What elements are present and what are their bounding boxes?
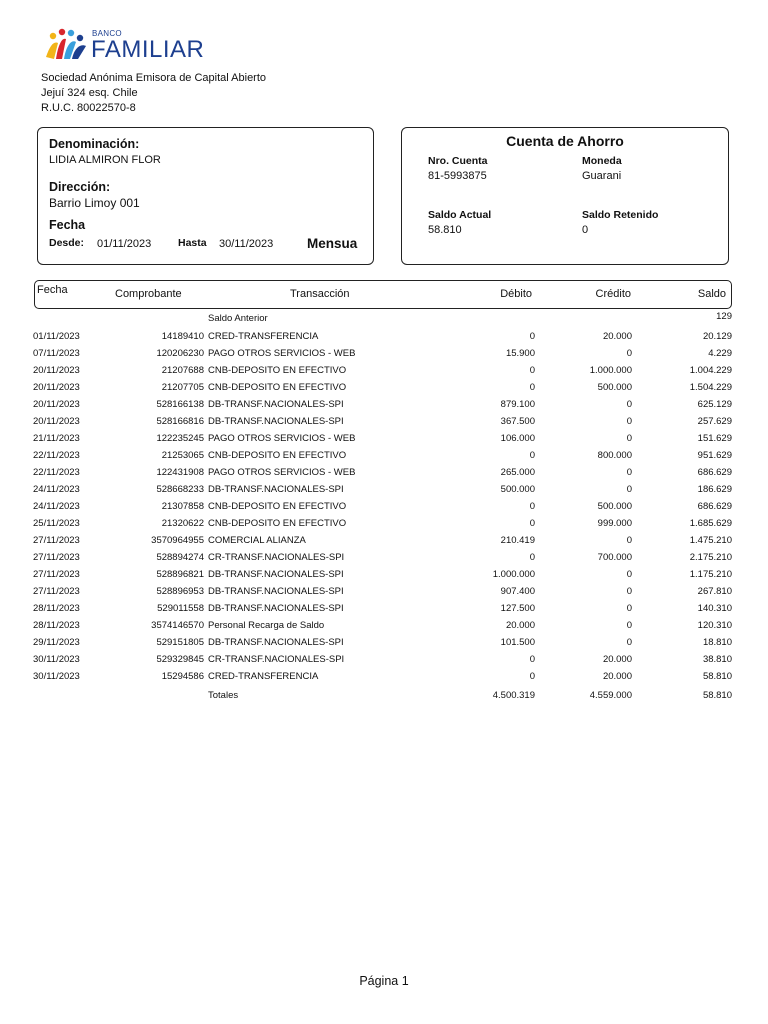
cell-comprobante: 21253065 bbox=[161, 450, 204, 461]
cell-comprobante: 528166138 bbox=[156, 399, 204, 410]
cell-credito: 20.000 bbox=[602, 654, 632, 665]
saldo-anterior-label: Saldo Anterior bbox=[208, 313, 268, 324]
cell-debito: 0 bbox=[529, 382, 535, 393]
cell-credito: 0 bbox=[626, 467, 632, 478]
cell-credito: 800.000 bbox=[597, 450, 632, 461]
cell-debito: 0 bbox=[529, 654, 535, 665]
cell-fecha: 27/11/2023 bbox=[33, 552, 80, 563]
cell-debito: 0 bbox=[529, 518, 535, 529]
cell-transaccion: PAGO OTROS SERVICIOS - WEB bbox=[208, 348, 356, 359]
saldo-anterior-value: 129 bbox=[716, 311, 732, 322]
cell-comprobante: 528166816 bbox=[156, 416, 204, 427]
cell-comprobante: 21320622 bbox=[161, 518, 204, 529]
cell-credito: 999.000 bbox=[597, 518, 632, 529]
cell-credito: 0 bbox=[626, 586, 632, 597]
saldo-retenido-value: 0 bbox=[582, 224, 589, 236]
cell-transaccion: DB-TRANSF.NACIONALES-SPI bbox=[208, 637, 344, 648]
desde-value: 01/11/2023 bbox=[97, 238, 152, 250]
hasta-label: Hasta bbox=[178, 237, 207, 249]
cell-saldo: 58.810 bbox=[702, 671, 732, 682]
header-saldo: Saldo bbox=[697, 288, 726, 300]
cell-debito: 20.000 bbox=[505, 620, 535, 631]
cell-fecha: 27/11/2023 bbox=[33, 586, 80, 597]
cell-saldo: 20.129 bbox=[702, 331, 732, 342]
cell-transaccion: CNB-DEPOSITO EN EFECTIVO bbox=[208, 382, 347, 393]
cell-transaccion: DB-TRANSF.NACIONALES-SPI bbox=[208, 416, 344, 427]
cell-saldo: 18.810 bbox=[702, 637, 732, 648]
header-credito: Crédito bbox=[595, 288, 631, 300]
cell-debito: 101.500 bbox=[500, 637, 535, 648]
header-transaccion: Transacción bbox=[290, 288, 350, 300]
cell-debito: 500.000 bbox=[500, 484, 535, 495]
company-ruc: R.U.C. 80022570-8 bbox=[41, 102, 136, 114]
cell-fecha: 21/11/2023 bbox=[33, 433, 80, 444]
cell-transaccion: CNB-DEPOSITO EN EFECTIVO bbox=[208, 518, 347, 529]
direccion-value: Barrio Limoy 001 bbox=[49, 196, 140, 210]
logo-banco-text: BANCO bbox=[92, 29, 122, 38]
denominacion-label: Denominación: bbox=[49, 137, 140, 151]
totales-credito: 4.559.000 bbox=[589, 690, 632, 701]
cell-debito: 367.500 bbox=[500, 416, 535, 427]
cell-fecha: 24/11/2023 bbox=[33, 501, 80, 512]
cell-transaccion: PAGO OTROS SERVICIOS - WEB bbox=[208, 433, 356, 444]
cell-transaccion: PAGO OTROS SERVICIOS - WEB bbox=[208, 467, 356, 478]
cell-saldo: 625.129 bbox=[697, 399, 732, 410]
cell-fecha: 30/11/2023 bbox=[33, 654, 80, 665]
cell-fecha: 22/11/2023 bbox=[33, 450, 80, 461]
cell-transaccion: DB-TRANSF.NACIONALES-SPI bbox=[208, 586, 344, 597]
cell-comprobante: 122235245 bbox=[156, 433, 204, 444]
cell-debito: 0 bbox=[529, 450, 535, 461]
cell-comprobante: 529151805 bbox=[156, 637, 204, 648]
cell-transaccion: DB-TRANSF.NACIONALES-SPI bbox=[208, 399, 344, 410]
bank-logo bbox=[44, 27, 214, 67]
cell-debito: 0 bbox=[529, 671, 535, 682]
client-info-box bbox=[37, 127, 374, 265]
cell-debito: 127.500 bbox=[500, 603, 535, 614]
cell-credito: 0 bbox=[626, 535, 632, 546]
cell-credito: 0 bbox=[626, 637, 632, 648]
cell-comprobante: 120206230 bbox=[156, 348, 204, 359]
totales-debito: 4.500.319 bbox=[492, 690, 535, 701]
cell-fecha: 07/11/2023 bbox=[33, 348, 80, 359]
cell-comprobante: 528896953 bbox=[156, 586, 204, 597]
cell-debito: 0 bbox=[529, 365, 535, 376]
cell-transaccion: CR-TRANSF.NACIONALES-SPI bbox=[208, 552, 345, 563]
cell-transaccion: CRED-TRANSFERENCIA bbox=[208, 671, 319, 682]
cell-credito: 0 bbox=[626, 620, 632, 631]
family-logo-icon bbox=[44, 27, 90, 63]
cell-fecha: 20/11/2023 bbox=[33, 365, 80, 376]
cell-debito: 0 bbox=[529, 331, 535, 342]
cell-saldo: 186.629 bbox=[697, 484, 732, 495]
cell-debito: 210.419 bbox=[500, 535, 535, 546]
cell-fecha: 20/11/2023 bbox=[33, 382, 80, 393]
cell-transaccion: Personal Recarga de Saldo bbox=[208, 620, 325, 631]
header-debito: Débito bbox=[500, 288, 532, 300]
cell-comprobante: 122431908 bbox=[156, 467, 204, 478]
cell-saldo: 1.504.229 bbox=[689, 382, 732, 393]
cell-comprobante: 21307858 bbox=[161, 501, 204, 512]
saldo-actual-value: 58.810 bbox=[428, 224, 462, 236]
cell-saldo: 267.810 bbox=[697, 586, 732, 597]
cell-credito: 0 bbox=[626, 433, 632, 444]
cell-saldo: 2.175.210 bbox=[689, 552, 732, 563]
cell-saldo: 1.685.629 bbox=[689, 518, 732, 529]
cell-comprobante: 14189410 bbox=[161, 331, 204, 342]
cell-transaccion: CR-TRANSF.NACIONALES-SPI bbox=[208, 654, 345, 665]
account-type-title: Cuenta de Ahorro bbox=[506, 133, 624, 149]
cell-comprobante: 529011558 bbox=[157, 603, 204, 614]
cell-comprobante: 529329845 bbox=[156, 654, 204, 665]
cell-comprobante: 528896821 bbox=[156, 569, 204, 580]
cell-fecha: 20/11/2023 bbox=[33, 416, 80, 427]
cell-saldo: 257.629 bbox=[697, 416, 732, 427]
cell-fecha: 27/11/2023 bbox=[33, 535, 80, 546]
cell-saldo: 151.629 bbox=[697, 433, 732, 444]
cell-fecha: 28/11/2023 bbox=[33, 620, 80, 631]
cell-credito: 1.000.000 bbox=[589, 365, 632, 376]
cell-comprobante: 528668233 bbox=[156, 484, 204, 495]
cell-comprobante: 3574146570 bbox=[151, 620, 204, 631]
totales-saldo: 58.810 bbox=[702, 690, 732, 701]
cell-credito: 20.000 bbox=[602, 331, 632, 342]
header-comprobante: Comprobante bbox=[115, 288, 182, 300]
cell-transaccion: DB-TRANSF.NACIONALES-SPI bbox=[208, 484, 344, 495]
cell-debito: 0 bbox=[529, 552, 535, 563]
cell-saldo: 120.310 bbox=[697, 620, 732, 631]
cell-credito: 0 bbox=[626, 416, 632, 427]
cell-transaccion: CNB-DEPOSITO EN EFECTIVO bbox=[208, 450, 347, 461]
cell-transaccion: CNB-DEPOSITO EN EFECTIVO bbox=[208, 365, 347, 376]
cell-comprobante: 21207688 bbox=[161, 365, 204, 376]
cell-fecha: 27/11/2023 bbox=[33, 569, 80, 580]
cell-saldo: 951.629 bbox=[697, 450, 732, 461]
page-number: Página 1 bbox=[359, 974, 409, 988]
nro-cuenta-value: 81-5993875 bbox=[428, 170, 487, 182]
cell-fecha: 01/11/2023 bbox=[33, 331, 80, 342]
cell-credito: 20.000 bbox=[602, 671, 632, 682]
account-info-box bbox=[401, 127, 729, 265]
cell-fecha: 22/11/2023 bbox=[33, 467, 80, 478]
cell-saldo: 686.629 bbox=[697, 501, 732, 512]
fecha-label: Fecha bbox=[49, 218, 86, 232]
cell-credito: 0 bbox=[626, 399, 632, 410]
cell-fecha: 30/11/2023 bbox=[33, 671, 80, 682]
cell-saldo: 140.310 bbox=[697, 603, 732, 614]
cell-debito: 15.900 bbox=[505, 348, 535, 359]
cell-debito: 265.000 bbox=[500, 467, 535, 478]
cell-credito: 500.000 bbox=[597, 501, 632, 512]
cell-comprobante: 3570964955 bbox=[151, 535, 204, 546]
cell-transaccion: DB-TRANSF.NACIONALES-SPI bbox=[208, 569, 344, 580]
denominacion-value: LIDIA ALMIRON FLOR bbox=[49, 154, 161, 166]
cell-debito: 907.400 bbox=[500, 586, 535, 597]
cell-debito: 879.100 bbox=[500, 399, 535, 410]
moneda-label: Moneda bbox=[582, 155, 622, 167]
cell-debito: 106.000 bbox=[500, 433, 535, 444]
header-fecha: Fecha bbox=[37, 284, 68, 296]
cell-comprobante: 528894274 bbox=[156, 552, 204, 563]
cell-debito: 0 bbox=[529, 501, 535, 512]
cell-fecha: 24/11/2023 bbox=[33, 484, 80, 495]
cell-transaccion: CNB-DEPOSITO EN EFECTIVO bbox=[208, 501, 347, 512]
cell-credito: 700.000 bbox=[597, 552, 632, 563]
company-info bbox=[41, 71, 266, 116]
cell-credito: 0 bbox=[626, 484, 632, 495]
cell-saldo: 1.475.210 bbox=[689, 535, 732, 546]
cell-fecha: 29/11/2023 bbox=[33, 637, 80, 648]
cell-fecha: 28/11/2023 bbox=[33, 603, 80, 614]
cell-saldo: 38.810 bbox=[702, 654, 732, 665]
cell-saldo: 1.004.229 bbox=[689, 365, 732, 376]
cell-comprobante: 21207705 bbox=[161, 382, 204, 393]
cell-transaccion: COMERCIAL ALIANZA bbox=[208, 535, 306, 546]
cell-saldo: 4.229 bbox=[708, 348, 732, 359]
cell-comprobante: 15294586 bbox=[161, 671, 204, 682]
company-address: Jejuí 324 esq. Chile bbox=[41, 87, 138, 99]
desde-label: Desde: bbox=[49, 237, 85, 249]
saldo-retenido-label: Saldo Retenido bbox=[582, 209, 659, 221]
cell-saldo: 1.175.210 bbox=[689, 569, 732, 580]
cell-fecha: 20/11/2023 bbox=[33, 399, 80, 410]
moneda-value: Guarani bbox=[582, 170, 622, 182]
company-type: Sociedad Anónima Emisora de Capital Abierto bbox=[41, 72, 267, 84]
periodo-value: Mensua bbox=[307, 236, 358, 251]
cell-credito: 0 bbox=[626, 348, 632, 359]
saldo-actual-label: Saldo Actual bbox=[428, 209, 492, 221]
cell-credito: 500.000 bbox=[597, 382, 632, 393]
cell-fecha: 25/11/2023 bbox=[33, 518, 80, 529]
direccion-label: Dirección: bbox=[49, 180, 111, 194]
cell-credito: 0 bbox=[626, 569, 632, 580]
logo-familiar-text: FAMILIAR bbox=[91, 36, 205, 63]
totales-label: Totales bbox=[208, 690, 239, 701]
hasta-value: 30/11/2023 bbox=[219, 238, 274, 250]
cell-transaccion: CRED-TRANSFERENCIA bbox=[208, 331, 319, 342]
cell-credito: 0 bbox=[626, 603, 632, 614]
cell-transaccion: DB-TRANSF.NACIONALES-SPI bbox=[208, 603, 344, 614]
cell-saldo: 686.629 bbox=[697, 467, 732, 478]
cell-debito: 1.000.000 bbox=[492, 569, 535, 580]
nro-cuenta-label: Nro. Cuenta bbox=[428, 155, 488, 167]
